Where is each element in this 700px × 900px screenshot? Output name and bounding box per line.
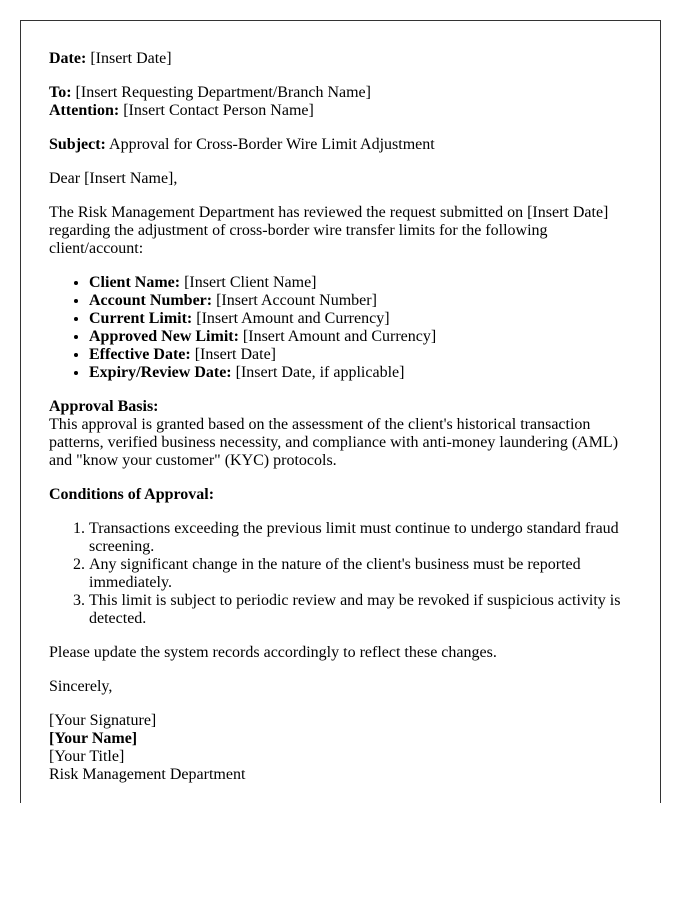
subject-line: Subject: Approval for Cross-Border Wire Limit Adjustment xyxy=(49,136,435,153)
list-item: 3. This limit is subject to periodic review and may be revoked if suspicious activity is detected. xyxy=(89,592,632,628)
closing-request: Please update the system records accordingly to reflect these changes. xyxy=(49,644,497,661)
list-item: • Effective Date: [Insert Date] xyxy=(89,346,632,364)
approval-basis: Approval Basis: This approval is granted based on the assessment of the client's historical transaction patterns, verified business necessity, and compliance with anti-money laundering (AML) and "know your customer" (KYC) protocols. xyxy=(49,398,619,469)
list-item: • Account Number: [Insert Account Number] xyxy=(89,292,632,310)
salutation: Dear [Insert Name], xyxy=(49,170,178,187)
details-list xyxy=(49,274,632,382)
list-item: • Client Name: [Insert Client Name] xyxy=(89,274,632,292)
recipient-block: To: [Insert Requesting Department/Branch Name] Attention: [Insert Contact Person Name] xyxy=(49,84,371,119)
date-line: Date: [Insert Date] xyxy=(49,50,172,67)
list-item: • Current Limit: [Insert Amount and Currency] xyxy=(89,310,632,328)
conditions-list xyxy=(49,520,632,628)
list-item: 2. Any significant change in the nature of the client's business must be reported immediately. xyxy=(89,556,632,592)
letter xyxy=(20,20,661,803)
list-item: • Approved New Limit: [Insert Amount and Currency] xyxy=(89,328,632,346)
closing: Sincerely, xyxy=(49,678,113,695)
conditions-heading: Conditions of Approval: xyxy=(49,486,215,503)
signature-block: [Your Signature] [Your Name] [Your Title] Risk Management Department xyxy=(49,712,246,783)
list-item: 1. Transactions exceeding the previous limit must continue to undergo standard fraud screening. xyxy=(89,520,632,556)
list-item: • Expiry/Review Date: [Insert Date, if applicable] xyxy=(89,364,632,382)
intro-paragraph: The Risk Management Department has reviewed the request submitted on [Insert Date] regarding the adjustment of cross-border wire transfer limits for the following client/account: xyxy=(49,204,609,257)
